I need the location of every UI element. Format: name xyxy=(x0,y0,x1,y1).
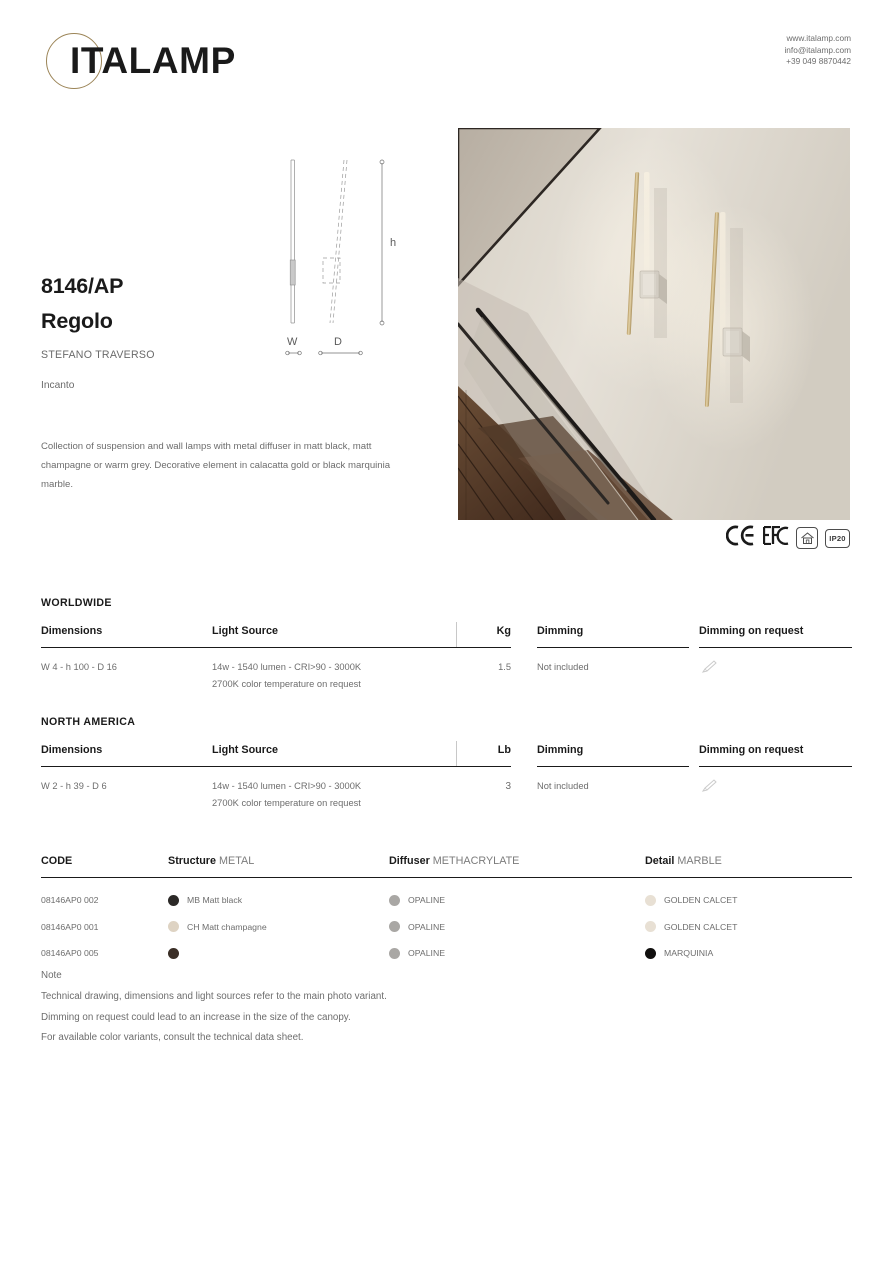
spec-rule-left xyxy=(41,647,511,648)
col-dimensions: Dimensions xyxy=(41,744,103,756)
col-light-source: Light Source xyxy=(212,744,278,756)
detail-swatch xyxy=(645,948,656,959)
value-dimensions: W 2 - h 39 - D 6 xyxy=(41,781,107,791)
page-header xyxy=(0,0,893,110)
col-diffuser-bold: Diffuser xyxy=(389,855,430,867)
cell-structure xyxy=(168,943,187,963)
detail-swatch xyxy=(645,895,656,906)
designer-name: STEFANO TRAVERSO xyxy=(41,349,155,361)
diffuser-label: OPALINE xyxy=(408,948,446,958)
spec-rule-request xyxy=(699,766,852,767)
note-line: Dimming on request could lead to an increase in the size of the canopy. xyxy=(41,1011,351,1023)
product-code: 8146/AP xyxy=(41,274,124,298)
note-line: Technical drawing, dimensions and light sources refer to the main photo variant. xyxy=(41,990,387,1002)
value-light-source-1: 14w - 1540 lumen - CRI>90 - 3000K xyxy=(212,781,362,791)
structure-label: MB Matt black xyxy=(187,895,243,905)
contact-email: info@italamp.com xyxy=(784,44,851,55)
cell-diffuser xyxy=(389,943,445,963)
spec-rule-dimming xyxy=(537,766,689,767)
cell-detail xyxy=(645,943,713,963)
section-title-north-america: NORTH AMERICA xyxy=(41,716,136,728)
indoor-use-icon xyxy=(796,527,818,549)
spec-header-row xyxy=(41,625,852,649)
detail-label: MARQUINIA xyxy=(664,948,714,958)
value-weight: 3 xyxy=(505,781,511,792)
col-dimming: Dimming xyxy=(537,625,584,637)
spec-rule-dimming xyxy=(537,647,689,648)
italamp-logo xyxy=(41,30,311,92)
technical-drawing xyxy=(268,155,418,365)
value-dimming: Not included xyxy=(537,662,589,672)
col-diffuser-light: METHACRYLATE xyxy=(432,855,520,867)
col-code: CODE xyxy=(41,855,73,867)
note-line: For available color variants, consult the technical data sheet. xyxy=(41,1032,304,1044)
spec-table-north-america xyxy=(41,744,852,814)
structure-swatch xyxy=(168,921,179,932)
spec-rule-request xyxy=(699,647,852,648)
detail-label: GOLDEN CALCET xyxy=(664,895,738,905)
col-weight: Lb xyxy=(497,744,511,756)
col-dimensions: Dimensions xyxy=(41,625,103,637)
value-dimming: Not included xyxy=(537,781,589,791)
contact-website: www.italamp.com xyxy=(786,33,851,43)
dimmer-pencil-icon xyxy=(699,778,721,800)
col-divider xyxy=(456,622,457,647)
depth-label: D xyxy=(334,336,342,348)
value-light-source-2: 2700K color temperature on request xyxy=(212,798,361,808)
height-label: h xyxy=(390,237,397,249)
structure-swatch xyxy=(168,948,179,959)
detail-label: GOLDEN CALCET xyxy=(664,921,738,932)
cell-code: 08146AP0 001 xyxy=(41,921,99,932)
finishes-header-row xyxy=(41,855,852,878)
contact-info xyxy=(784,33,851,68)
certification-badges xyxy=(726,524,850,552)
col-structure-light: METAL xyxy=(219,855,255,867)
contact-phone: +39 049 8870442 xyxy=(786,56,851,67)
structure-label: CH Matt champagne xyxy=(187,921,267,932)
diffuser-swatch xyxy=(389,948,400,959)
col-detail-bold: Detail xyxy=(645,855,675,867)
diffuser-swatch xyxy=(389,895,400,906)
finishes-table xyxy=(41,855,852,970)
col-dimming: Dimming xyxy=(537,744,584,756)
cell-structure xyxy=(168,917,267,937)
product-description: Collection of suspension and wall lamps with metal diffuser in matt black, matt champagne or warm grey. Decorative element in calacatta gold or black marquinia marble. xyxy=(41,441,391,490)
finishes-rule xyxy=(41,877,852,878)
ce-mark-icon xyxy=(726,525,756,551)
col-detail-light: MARBLE xyxy=(677,855,722,867)
notes-title: Note xyxy=(41,970,62,981)
section-title-worldwide: WORLDWIDE xyxy=(41,597,112,609)
spec-header-row xyxy=(41,744,852,768)
product-photo xyxy=(458,128,850,520)
col-divider xyxy=(456,741,457,766)
col-diffuser xyxy=(389,855,519,867)
diffuser-label: OPALINE xyxy=(408,921,446,932)
logo-wordmark: ITALAMP xyxy=(70,40,236,81)
spec-data-row xyxy=(41,778,852,814)
col-dimming-on-request: Dimming on request xyxy=(699,744,804,756)
cell-code: 08146AP0 002 xyxy=(41,895,99,905)
value-dimensions: W 4 - h 100 - D 16 xyxy=(41,662,117,672)
value-light-source-1: 14w - 1540 lumen - CRI>90 - 3000K xyxy=(212,662,362,672)
spec-rule-left xyxy=(41,766,511,767)
table-row xyxy=(41,890,852,917)
value-light-source-2: 2700K color temperature on request xyxy=(212,679,361,689)
col-detail xyxy=(645,855,722,867)
value-weight: 1.5 xyxy=(498,662,511,672)
eac-mark-icon xyxy=(763,526,789,550)
col-dimming-on-request: Dimming on request xyxy=(699,625,804,637)
diffuser-swatch xyxy=(389,921,400,932)
collection-name: Incanto xyxy=(41,380,75,391)
product-name: Regolo xyxy=(41,309,113,333)
cell-detail xyxy=(645,917,737,937)
col-structure xyxy=(168,855,254,867)
dimmer-pencil-icon xyxy=(699,659,721,681)
spec-table-worldwide xyxy=(41,625,852,695)
col-weight: Kg xyxy=(496,625,511,637)
cell-structure xyxy=(168,890,242,910)
width-label: W xyxy=(287,336,298,348)
structure-swatch xyxy=(168,895,179,906)
diffuser-label: OPALINE xyxy=(408,895,446,905)
cell-diffuser xyxy=(389,917,445,937)
table-row xyxy=(41,917,852,944)
col-structure-bold: Structure xyxy=(168,855,216,867)
cell-diffuser xyxy=(389,890,445,910)
cell-detail xyxy=(645,890,737,910)
detail-swatch xyxy=(645,921,656,932)
col-light-source: Light Source xyxy=(212,625,278,637)
cell-code: 08146AP0 005 xyxy=(41,948,99,958)
ip-rating-badge: IP20 xyxy=(825,529,850,548)
notes-section xyxy=(41,966,561,1049)
spec-data-row xyxy=(41,659,852,695)
